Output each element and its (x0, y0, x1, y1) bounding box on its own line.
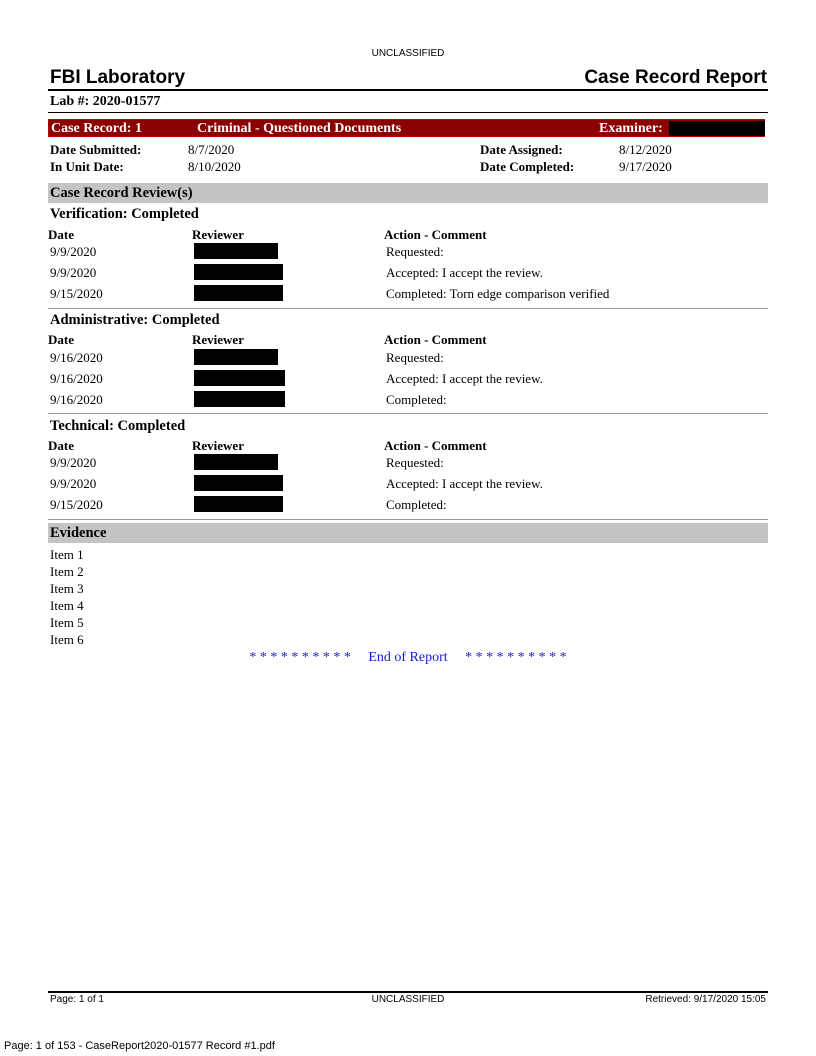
end-of-report: * * * * * * * * * * End of Report * * * * * * * * * * (249, 650, 567, 665)
evidence-item: Item 5 (50, 615, 84, 630)
col-reviewer: Reviewer (192, 438, 244, 453)
in-unit-date-label: In Unit Date: (50, 159, 124, 174)
review-divider (48, 308, 768, 309)
review-action: Requested: (386, 455, 444, 470)
date-submitted-label: Date Submitted: (50, 142, 142, 157)
reviews-section-header: Case Record Review(s) (48, 183, 768, 203)
review-action: Completed: (386, 392, 447, 407)
review-date: 9/9/2020 (50, 244, 97, 259)
classification-top: UNCLASSIFIED (371, 48, 445, 59)
date-assigned-label: Date Assigned: (480, 142, 563, 157)
footer-rule (48, 991, 768, 993)
col-date: Date (48, 332, 74, 347)
review-divider (48, 413, 768, 414)
review-date: 9/9/2020 (50, 265, 97, 280)
in-unit-date-value: 8/10/2020 (188, 159, 241, 174)
review-date: 9/15/2020 (50, 286, 103, 301)
lab-number-rule (48, 112, 768, 113)
report-title: Case Record Report (584, 67, 767, 88)
examiner-label: Examiner: (599, 121, 663, 136)
review-action: Requested: (386, 244, 444, 259)
header-rule (48, 89, 768, 91)
col-action: Action - Comment (384, 227, 487, 242)
review-action: Accepted: I accept the review. (386, 265, 543, 280)
date-completed-value: 9/17/2020 (619, 159, 672, 174)
reviewer-redaction (194, 391, 285, 407)
review-date: 9/9/2020 (50, 476, 97, 491)
col-date: Date (48, 227, 74, 242)
case-record-bar (48, 119, 765, 137)
col-reviewer: Reviewer (192, 227, 244, 242)
review-date: 9/16/2020 (50, 350, 103, 365)
evidence-item: Item 1 (50, 547, 84, 562)
review-title-verification: Verification: Completed (50, 206, 199, 222)
evidence-item: Item 4 (50, 598, 84, 613)
col-reviewer: Reviewer (192, 332, 244, 347)
evidence-item: Item 6 (50, 632, 84, 647)
review-date: 9/16/2020 (50, 371, 103, 386)
col-date: Date (48, 438, 74, 453)
review-title-administrative: Administrative: Completed (50, 312, 220, 328)
review-action: Completed: Torn edge comparison verified (386, 286, 610, 301)
lab-title: FBI Laboratory (50, 67, 186, 88)
reviewer-redaction (194, 264, 283, 280)
review-action: Requested: (386, 350, 444, 365)
examiner-redaction (669, 121, 765, 136)
reviewer-redaction (194, 475, 283, 491)
col-action: Action - Comment (384, 438, 487, 453)
review-divider (48, 519, 768, 520)
review-action: Accepted: I accept the review. (386, 476, 543, 491)
evidence-item: Item 2 (50, 564, 84, 579)
review-date: 9/9/2020 (50, 455, 97, 470)
review-action: Accepted: I accept the review. (386, 371, 543, 386)
date-completed-label: Date Completed: (480, 159, 575, 174)
pdf-page-note: Page: 1 of 153 - CaseReport2020-01577 Record #1.pdf (4, 1040, 275, 1052)
evidence-item: Item 3 (50, 581, 84, 596)
reviewer-redaction (194, 496, 283, 512)
date-submitted-value: 8/7/2020 (188, 142, 235, 157)
col-action: Action - Comment (384, 332, 487, 347)
review-date: 9/16/2020 (50, 392, 103, 407)
reviewer-redaction (194, 285, 283, 301)
footer-page: Page: 1 of 1 (50, 994, 104, 1005)
review-title-technical: Technical: Completed (50, 418, 186, 434)
unit-label: Criminal - Questioned Documents (197, 121, 402, 136)
lab-number: Lab #: 2020-01577 (50, 94, 161, 109)
reviewer-redaction (194, 454, 278, 470)
evidence-section-header: Evidence (48, 523, 768, 543)
date-assigned-value: 8/12/2020 (619, 142, 672, 157)
reviewer-redaction (194, 349, 278, 365)
case-record-label: Case Record: 1 (51, 121, 142, 136)
review-date: 9/15/2020 (50, 497, 103, 512)
footer-retrieved: Retrieved: 9/17/2020 15:05 (645, 994, 766, 1005)
footer-classification: UNCLASSIFIED (371, 994, 445, 1005)
review-action: Completed: (386, 497, 447, 512)
reviewer-redaction (194, 370, 285, 386)
reviewer-redaction (194, 243, 278, 259)
